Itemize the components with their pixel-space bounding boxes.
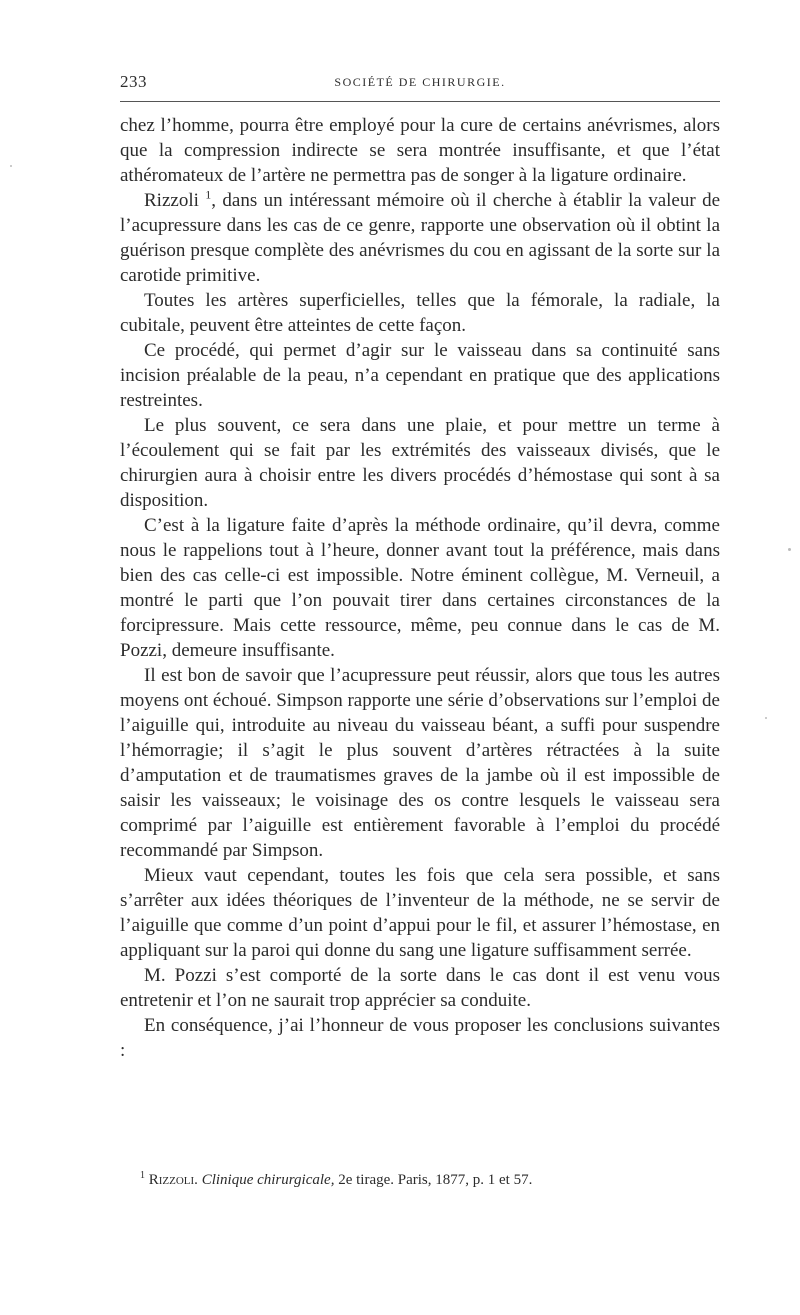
- margin-speck: [765, 717, 767, 719]
- main-text: [120, 113, 720, 1063]
- paragraph-text: dans un intéressant mémoire où il cherche à établir la valeur de l’acupressure dans les cas de ce genre, rapporte une observation où il obtint la guérison presque complète des anévrismes du cou en agissant de la sorte sur la carotide primitive.: [120, 190, 720, 286]
- paragraph: C’est à la ligature faite d’après la méthode ordinaire, qu’il devra, comme nous le rappelions tout à l’heure, donner avant tout la préférence, mais dans bien des cas celle-ci est impossible. Notre éminent collègue, M. Verneuil, a montré le parti que l’on pouvait tirer dans certaines circonstances de la forcipressure. Mais cette ressource, même, peu connue dans le cas de M. Pozzi, demeure insuffisante.: [120, 515, 720, 661]
- paragraph: chez l’homme, pourra être employé pour la cure de certains anévrismes, alors que la compression indirecte se sera montrée insuffisante, et que l’état athéromateux de l’artère ne permettra pas de songer à la ligature ordinaire.: [120, 115, 720, 186]
- footnote-work-title: Clinique chirurgicale,: [201, 1172, 335, 1188]
- margin-speck: [10, 165, 12, 167]
- running-title: SOCIÉTÉ DE CHIRURGIE.: [334, 75, 506, 89]
- margin-speck: [788, 548, 791, 551]
- paragraph-rizzoli: Rizzoli $^1$, dans un intéressant mémoire où il cherche à établir la valeur de l’acupressure dans les cas de ce genre, rapporte une observation où il obtint la guérison presque complète des anévrismes du cou en agissant de la sorte sur la carotide primitive.: [120, 187, 720, 286]
- footnote: [140, 1170, 720, 1190]
- paragraph: Le plus souvent, ce sera dans une plaie, et pour mettre un terme à l’écoulement qui se fait par les extrémités des vaisseaux divisés, que le chirurgien aura à choisir entre les divers procédés d’hémostase qui sont à sa disposition.: [120, 415, 720, 511]
- paragraph: En conséquence, j’ai l’honneur de vous proposer les conclusions suivantes :: [120, 1015, 720, 1061]
- footnote-reference: 1: [205, 187, 212, 202]
- running-head: [120, 70, 720, 94]
- paragraph: Mieux vaut cependant, toutes les fois que cela sera possible, et sans s’arrêter aux idées théoriques de l’inventeur de la méthode, ne se servir de l’aiguille que comme d’un point d’appui pour le fil, et assurer l’hémostase, en appliquant sur la paroi qui donne du sang une ligature suffisamment serrée.: [120, 865, 720, 961]
- footnote-author: Rizzoli.: [148, 1172, 198, 1188]
- page-number: 233: [120, 72, 147, 91]
- paragraph: M. Pozzi s’est comporté de la sorte dans le cas dont il est venu vous entretenir et l’on ne saurait trop apprécier sa conduite.: [120, 965, 720, 1011]
- paragraph: Toutes les artères superficielles, telles que la fémorale, la radiale, la cubitale, peuvent être atteintes de cette façon.: [120, 290, 720, 336]
- author-name: Rizzoli: [144, 190, 199, 211]
- footnote-marker: 1: [140, 1170, 145, 1181]
- paragraph: Ce procédé, qui permet d’agir sur le vaisseau dans sa continuité sans incision préalable de la peau, n’a cependant en pratique que des applications restreintes.: [120, 340, 720, 411]
- header-rule: [120, 101, 720, 102]
- footnote-details: 2e tirage. Paris, 1877, p. 1 et 57.: [338, 1172, 533, 1188]
- paragraph: Il est bon de savoir que l’acupressure peut réussir, alors que tous les autres moyens ont échoué. Simpson rapporte une série d’observations sur l’emploi de l’aiguille qui, introduite au niveau du vaisseau béant, a suffi pour suspendre l’hémorragie; il s’agit le plus souvent d’artères rétractées à la suite d’amputation et de traumatismes graves de la jambe où il est impossible de saisir les vaisseaux; le voisinage des os contre lesquels le vaisseau sera comprimé par l’aiguille est entièrement favorable à l’emploi du procédé recommandé par Simpson.: [120, 665, 720, 861]
